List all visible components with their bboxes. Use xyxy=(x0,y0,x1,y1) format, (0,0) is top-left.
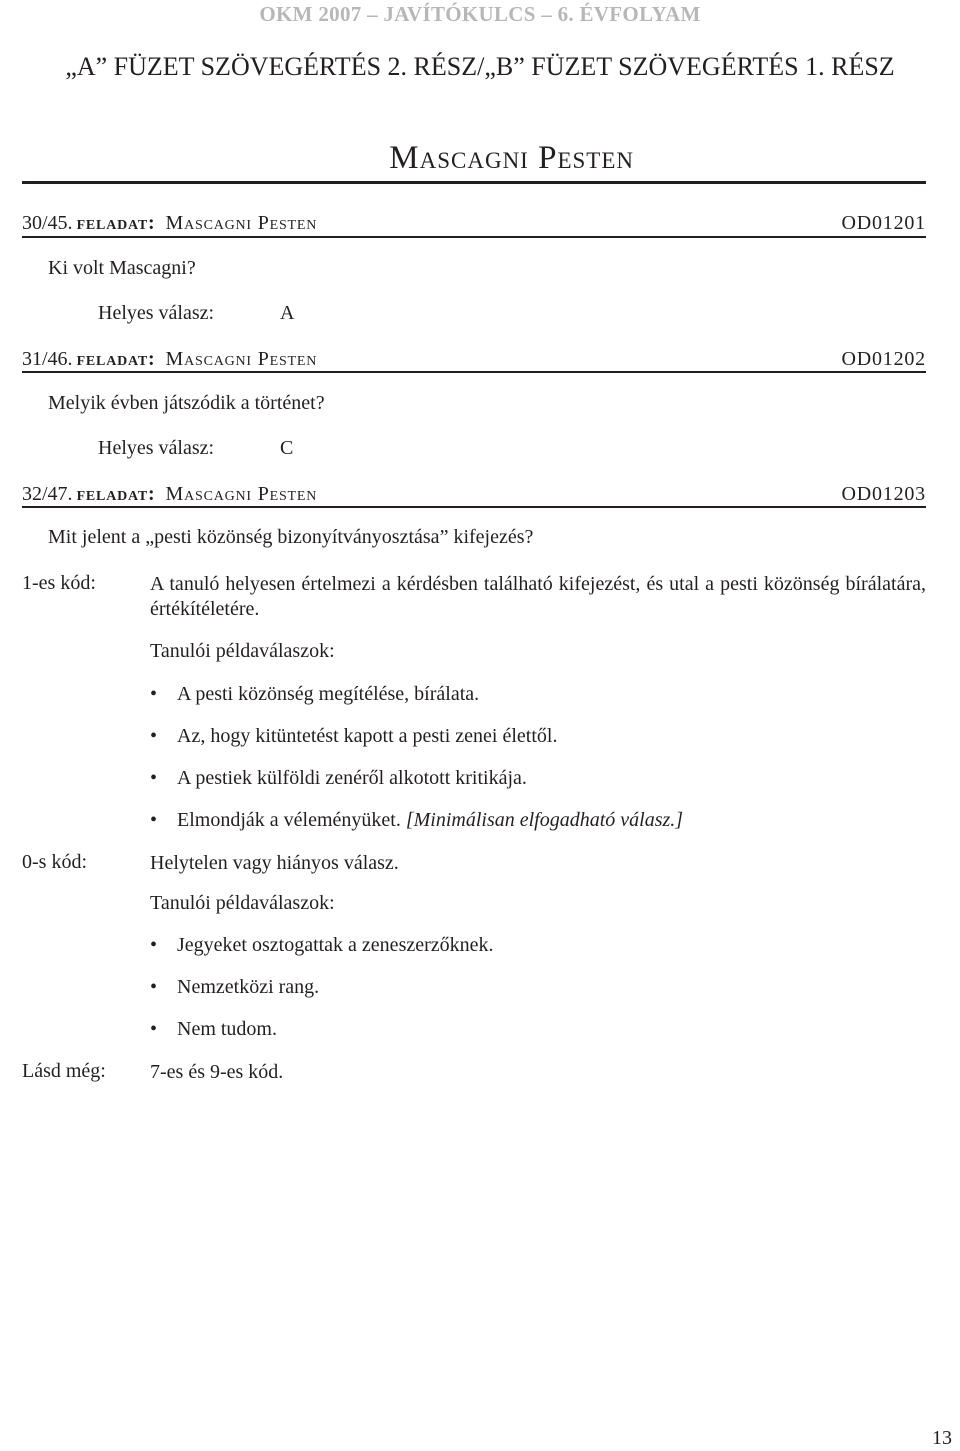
list-item xyxy=(150,934,494,957)
task-number: 32/47. xyxy=(22,483,73,505)
task-rule xyxy=(22,506,926,508)
list-item xyxy=(150,1018,277,1041)
task-number: 30/45. xyxy=(22,212,73,234)
examples-label: Tanulói példaválaszok: xyxy=(150,892,335,914)
task-code: OD01203 xyxy=(841,483,926,505)
answer-value: A xyxy=(280,302,295,324)
list-item xyxy=(150,767,527,790)
task-question: Ki volt Mascagni? xyxy=(48,257,196,279)
see-also-text: 7-es és 9-es kód. xyxy=(150,1061,284,1083)
bullet-icon: • xyxy=(150,809,158,831)
task-keyword: feladat: xyxy=(76,483,156,505)
examples-label: Tanulói példaválaszok: xyxy=(150,640,335,662)
task-name: Mascagni Pesten xyxy=(165,212,318,234)
list-item xyxy=(150,976,319,999)
bullet-icon: • xyxy=(150,767,158,789)
task-question: Mit jelent a „pesti közönség bizonyítványosztása” kifejezés? xyxy=(48,526,534,548)
code-0-description: Helytelen vagy hiányos válasz. xyxy=(150,852,399,874)
task-question: Melyik évben játszódik a történet? xyxy=(48,392,325,414)
task-name: Mascagni Pesten xyxy=(165,348,318,370)
example-answer: Nemzetközi rang. xyxy=(177,976,320,998)
bullet-icon: • xyxy=(150,683,158,705)
bullet-icon: • xyxy=(150,1018,158,1040)
task-header xyxy=(22,483,926,506)
task-keyword: feladat: xyxy=(76,212,156,234)
task-rule xyxy=(22,236,926,238)
code-1-description: A tanuló helyesen értelmezi a kérdésben található kifejezést, és utal a pesti közönség bírálatára, értékítéletére. xyxy=(150,573,926,620)
task-header xyxy=(22,348,926,371)
page-number: 13 xyxy=(932,1427,952,1449)
see-also-label: Lásd még: xyxy=(22,1060,106,1082)
example-answer: Elmondják a véleményüket. xyxy=(177,809,401,831)
code-1-label: 1-es kód: xyxy=(22,572,96,594)
task-name: Mascagni Pesten xyxy=(165,483,318,505)
answer-value: C xyxy=(280,437,294,459)
bullet-icon: • xyxy=(150,934,158,956)
example-answer: A pesti közönség megítélése, bírálata. xyxy=(177,683,480,705)
running-header: OKM 2007 – JAVÍTÓKULCS – 6. ÉVFOLYAM xyxy=(259,2,701,26)
task-keyword: feladat: xyxy=(76,348,156,370)
list-item xyxy=(150,809,683,832)
answer-label: Helyes válasz: xyxy=(98,437,215,459)
example-answer: Az, hogy kitüntetést kapott a pesti zenei élettől. xyxy=(177,725,558,747)
example-answer: A pestiek külföldi zenéről alkotott kritikája. xyxy=(177,767,527,789)
task-rule xyxy=(22,371,926,373)
task-header xyxy=(22,212,926,235)
title-rule xyxy=(22,181,926,184)
task-code: OD01202 xyxy=(841,348,926,370)
minimal-answer-note: [Minimálisan elfogadható válasz.] xyxy=(405,809,684,831)
section-title: „A” FÜZET SZÖVEGÉRTÉS 2. RÉSZ/„B” FÜZET SZÖVEGÉRTÉS 1. RÉSZ xyxy=(65,52,895,81)
list-item xyxy=(150,725,557,748)
task-code: OD01201 xyxy=(841,212,926,234)
code-0-label: 0-s kód: xyxy=(22,851,87,873)
bullet-icon: • xyxy=(150,976,158,998)
example-answer: Nem tudom. xyxy=(177,1018,277,1040)
text-title: Mascagni Pesten xyxy=(389,140,634,176)
answer-label: Helyes válasz: xyxy=(98,302,215,324)
list-item xyxy=(150,683,479,706)
task-number: 31/46. xyxy=(22,348,73,370)
bullet-icon: • xyxy=(150,725,158,747)
example-answer: Jegyeket osztogattak a zeneszerzőknek. xyxy=(177,934,494,956)
